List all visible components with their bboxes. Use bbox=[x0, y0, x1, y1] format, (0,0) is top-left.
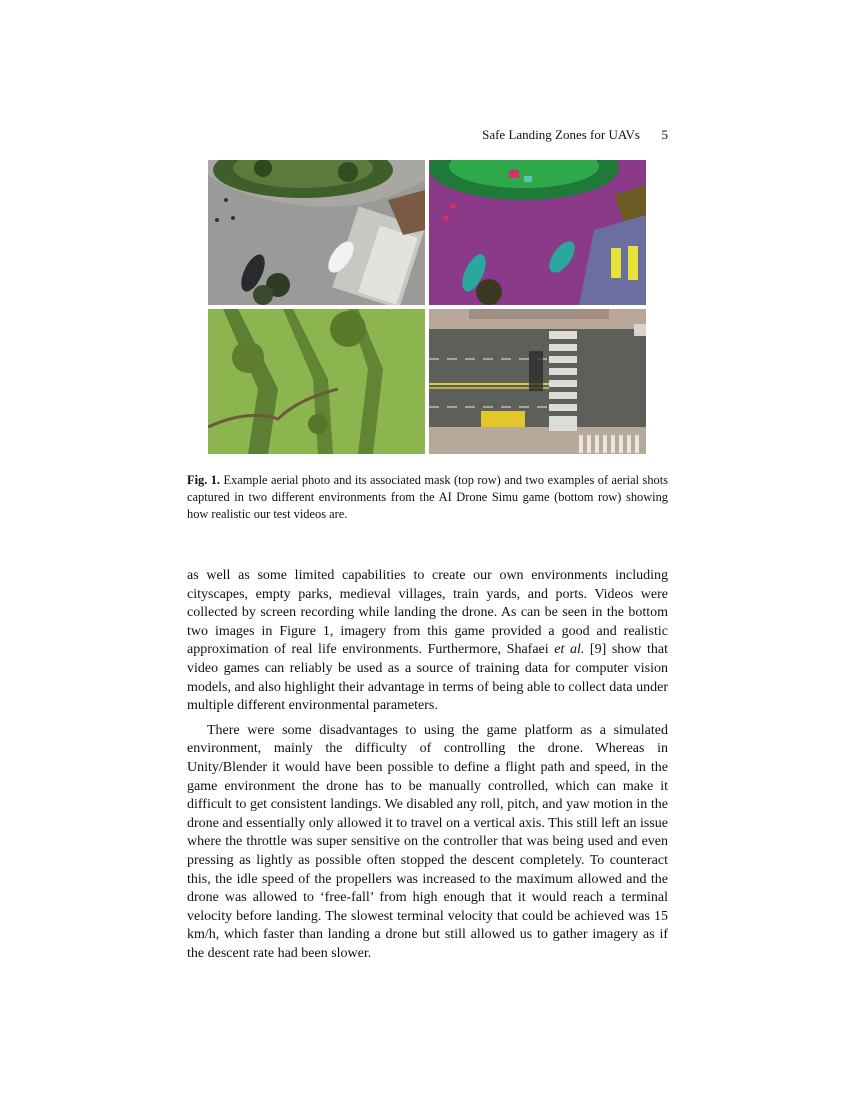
segmentation-mask-image bbox=[429, 160, 646, 305]
caption-label: Fig. 1. bbox=[187, 473, 221, 487]
game-park-panel bbox=[208, 309, 425, 454]
figure-1 bbox=[208, 160, 646, 456]
segmentation-mask-panel bbox=[429, 160, 646, 305]
running-title: Safe Landing Zones for UAVs bbox=[482, 127, 640, 142]
game-city-image bbox=[429, 309, 646, 454]
figure-caption bbox=[187, 472, 668, 523]
paragraph-1 bbox=[187, 567, 668, 716]
paragraph-2: There were some disadvantages to using the game platform as a simulated environment, mainly the difficulty of controlling the drone. Whereas in Unity/Blender it would have been possible to define a flight path and speed, in the game environment the drone has to be manually controlled, which can make it difficult to get consistent landings. We disabled any roll, pitch, and yaw motion in the drone and essentially only allowed it to travel on a vertical axis. This still left an issue where the throttle was super sensitive on the controller that was being used and even pressing as lightly as possible often stopped the descent completely. To counteract this, the idle speed of the propellers was increased to the maximum allowed and the drone was allowed to ‘free-fall’ from high enough that it would reach a terminal velocity before landing. The slowest terminal velocity that could be achieved was 15 km/h, which faster than landing a drone but still allowed us to gather imagery as if the descent rate had been slower. bbox=[187, 722, 668, 961]
aerial-photo-image bbox=[208, 160, 425, 305]
running-header bbox=[187, 127, 668, 145]
paragraph-1-part-a: as well as some limited capabilities to create our own environments including cityscapes, empty parks, medieval villages, train yards, and ports. Videos were collected by screen recording while landing the drone. As can be seen in the bottom two images in Figure 1, imagery from this game provided a good and realistic approximation of real life environments. Furthermore, Shafaei bbox=[187, 568, 668, 658]
aerial-photo-panel bbox=[208, 160, 425, 305]
game-city-panel bbox=[429, 309, 646, 454]
body-text bbox=[187, 567, 668, 963]
citation-et-al: et al. bbox=[554, 642, 585, 658]
page-number: 5 bbox=[661, 127, 668, 142]
game-park-image bbox=[208, 309, 425, 454]
paragraph-1-part-b: [9] show that video games can reliably be used as a source of training data for computer vision models, and also highlight their advantage in terms of being able to collect data under multiple different environmental parameters. bbox=[187, 642, 668, 714]
caption-text: Example aerial photo and its associated mask (top row) and two examples of aerial shots captured in two different environments from the AI Drone Simu game (bottom row) showing how realistic our test videos are. bbox=[187, 473, 668, 521]
